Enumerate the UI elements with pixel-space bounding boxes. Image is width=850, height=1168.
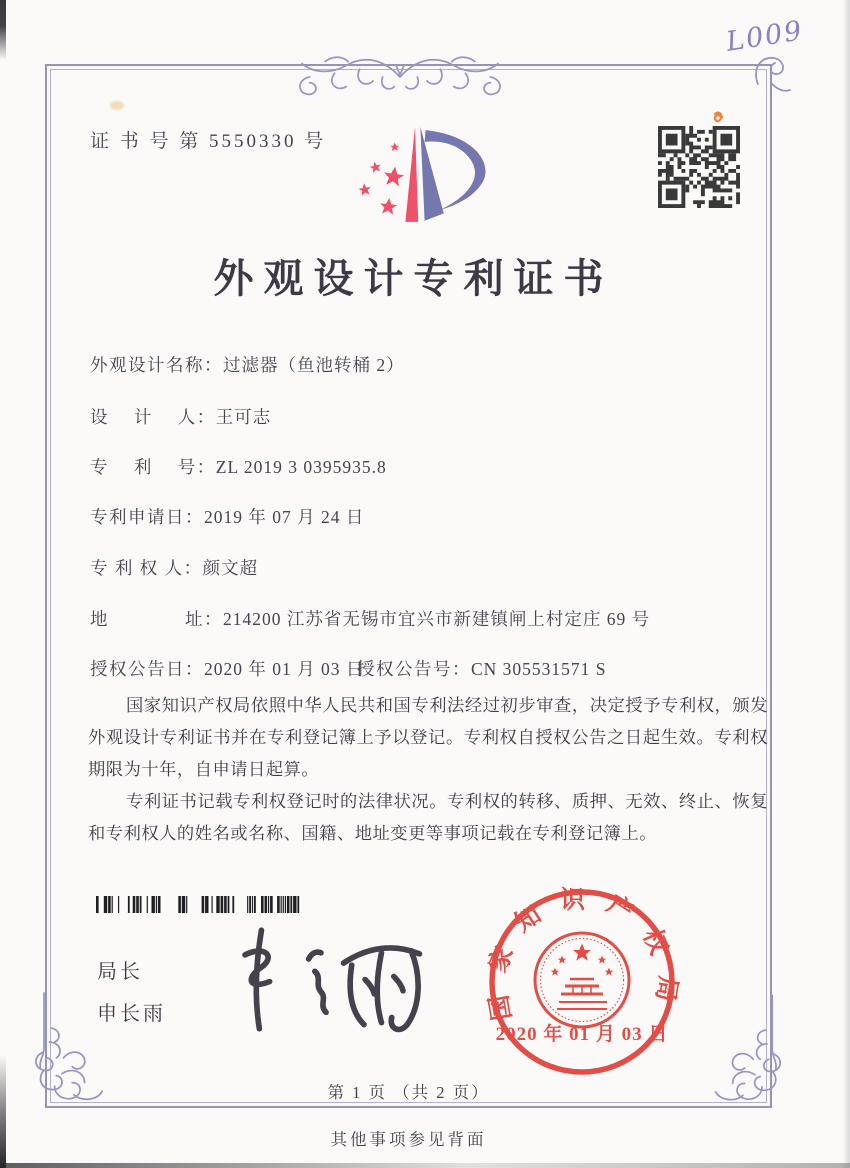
field-value: 颜文超 xyxy=(202,558,259,578)
field-patentee xyxy=(90,555,750,580)
handwritten-annotation: L009 xyxy=(724,15,806,58)
field-grant-number xyxy=(357,656,607,681)
paper-stain xyxy=(110,101,124,110)
top-ornament-icon xyxy=(275,48,525,106)
director-signature xyxy=(218,920,428,1043)
legal-paragraph: 专利证书记载专利权登记时的法律状况。专利权的转移、质押、无效、终止、恢复和专利权人的姓名或名称、国籍、地址变更等事项记载在专利登记簿上。 xyxy=(88,792,768,843)
legal-text xyxy=(88,690,768,850)
field-label: 专 利 号： xyxy=(90,457,216,477)
field-value: 过滤器（鱼池转桶 2） xyxy=(223,355,405,375)
certificate-title: 外观设计专利证书 xyxy=(213,256,614,301)
field-label: 地 址： xyxy=(90,609,223,629)
field-application-date xyxy=(90,504,750,529)
logo-red-spire xyxy=(405,127,418,222)
ink-mark-icon xyxy=(712,110,726,129)
star-icon xyxy=(358,142,405,215)
director-title: 局长 xyxy=(97,961,143,983)
field-value: CN 305531571 S xyxy=(471,659,607,679)
barcode xyxy=(96,896,306,918)
scan-edge-shadow xyxy=(0,1163,850,1168)
field-value: ZL 2019 3 0395935.8 xyxy=(215,457,387,477)
field-design-name xyxy=(90,352,750,377)
page-indicator: 第 1 页 （共 2 页） xyxy=(327,1083,490,1102)
field-label: 设 计 人： xyxy=(90,407,216,427)
back-note: 其他事项参见背面 xyxy=(330,1130,487,1149)
certificate-number: 证 书 号 第 5550330 号 xyxy=(90,131,327,152)
field-value: 王可志 xyxy=(215,407,272,427)
field-address xyxy=(90,606,750,631)
field-patent-number xyxy=(90,454,750,479)
field-label: 授权公告日： xyxy=(90,659,204,679)
field-value: 2020 年 01 月 03 日 xyxy=(204,659,365,679)
field-designer xyxy=(90,404,750,429)
national-emblem-icon xyxy=(535,933,629,1027)
field-label: 授权公告号： xyxy=(357,659,471,679)
seal-date: 2020 年 01 月 03 日 xyxy=(495,1024,669,1045)
field-value: 2019 年 07 月 24 日 xyxy=(204,507,365,527)
field-label: 专利申请日： xyxy=(90,507,204,527)
scan-edge-shadow xyxy=(843,0,850,1168)
official-seal xyxy=(485,880,680,1090)
director-name: 申长雨 xyxy=(97,1003,166,1025)
scan-edge-shadow xyxy=(0,0,6,1168)
cnipa-logo-icon xyxy=(335,112,495,229)
legal-paragraph: 国家知识产权局依照中华人民共和国专利法经过初步审查，决定授予专利权，颁发外观设计专利证书并在专利登记簿上予以登记。专利权自授权公告之日起生效。专利权期限为十年，自申请日起算。 xyxy=(88,696,768,779)
corner-curl-icon xyxy=(752,48,794,94)
field-label: 外观设计名称： xyxy=(90,355,223,375)
field-grant-info xyxy=(90,656,750,681)
director-block xyxy=(97,955,166,1039)
seal-organization: 国家知识产权局 xyxy=(485,887,680,1023)
field-value: 214200 江苏省无锡市宜兴市新建镇闸上村定庄 69 号 xyxy=(223,609,651,629)
qr-code xyxy=(657,126,741,213)
field-label: 专 利 权 人： xyxy=(90,558,203,578)
